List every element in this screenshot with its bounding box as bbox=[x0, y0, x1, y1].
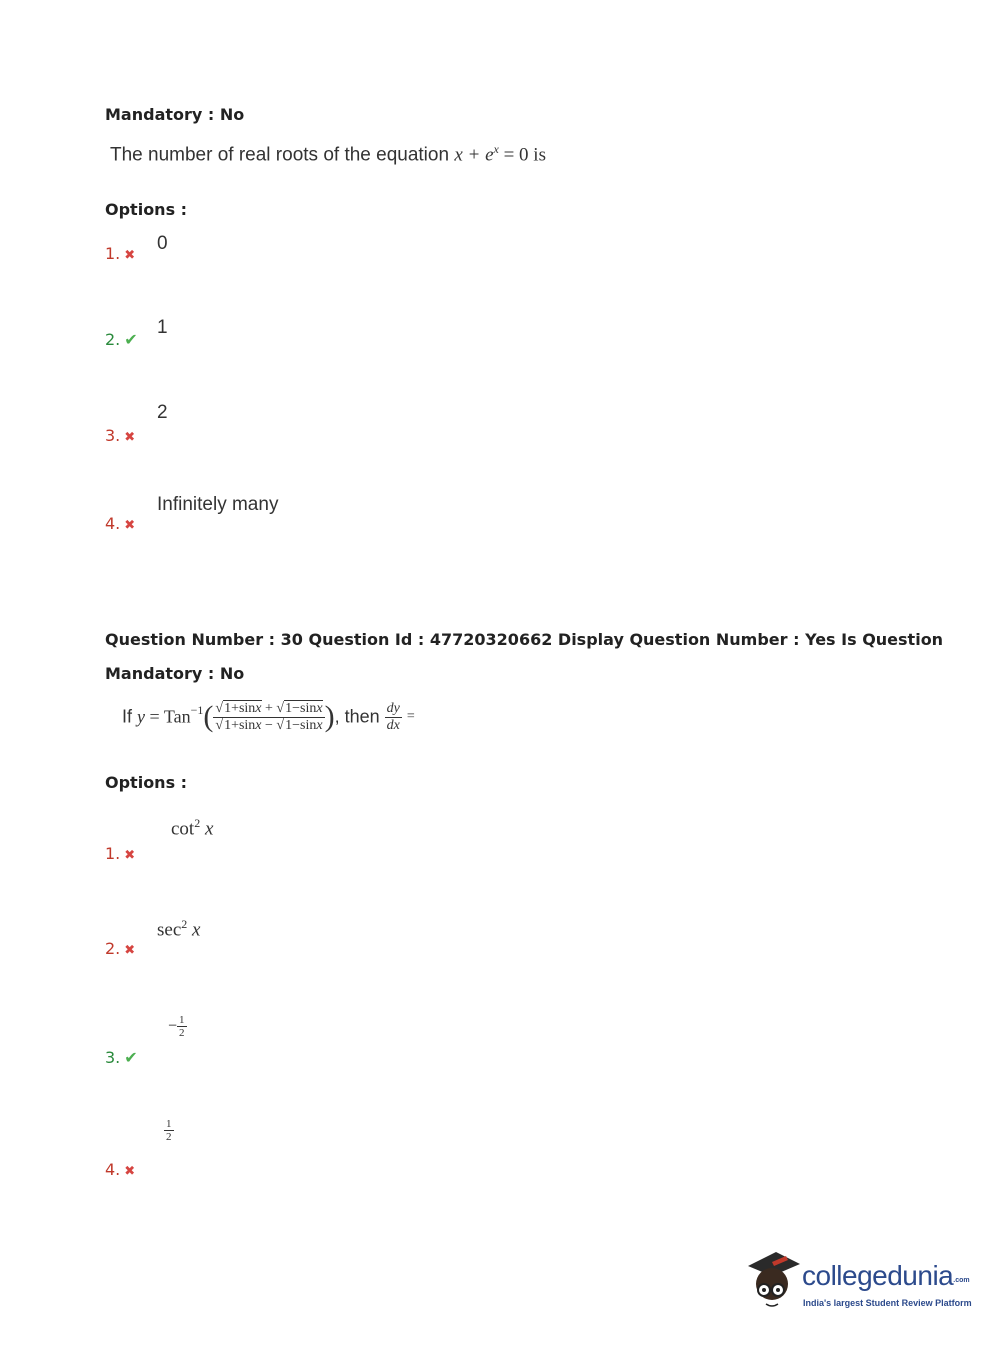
check-icon: ✔ bbox=[124, 330, 138, 349]
cross-icon: ✖ bbox=[124, 848, 136, 863]
logo-suffix: .com bbox=[953, 1277, 970, 1284]
q29-question-exp: x bbox=[493, 142, 499, 156]
q30-option-2-value: $\sec^2 x$ bbox=[157, 917, 201, 941]
q29-question-text: The number of real roots of the equation bbox=[110, 144, 450, 166]
mascot-icon bbox=[742, 1248, 802, 1314]
check-icon: ✔ bbox=[124, 1048, 138, 1067]
cross-icon: ✖ bbox=[124, 1164, 136, 1179]
cross-icon: ✖ bbox=[124, 248, 136, 263]
q30-option-1-value: $\cot^2 x$ bbox=[171, 816, 214, 840]
q30-tan: = Tan bbox=[145, 706, 191, 727]
q29-option-4-value: Infinitely many bbox=[157, 494, 279, 515]
q29-option-4-number: 4. ✖ bbox=[105, 514, 136, 533]
cross-icon: ✖ bbox=[124, 430, 136, 445]
q30-header: Question Number : 30 Question Id : 47720320662 Display Question Number : Yes Is Question bbox=[105, 630, 944, 649]
q30-question bbox=[122, 700, 415, 734]
q29-option-3-value: 2 bbox=[157, 402, 168, 423]
q29-option-2-value: 1 bbox=[157, 317, 168, 338]
q30-derivative: $\frac{dy}{dx}$ bbox=[386, 700, 400, 733]
q30-option-4-number: 4. ✖ bbox=[105, 1160, 136, 1179]
q30-fraction: $\frac{√1+\sin x + √1-\sin x}{√1+\sin x - √1-\sin x}$ bbox=[215, 700, 323, 733]
q29-question bbox=[110, 142, 546, 166]
right-paren: ) bbox=[324, 700, 335, 733]
q30-option-2-number: 2. ✖ bbox=[105, 939, 136, 958]
q29-question-tail: = 0 is bbox=[498, 144, 546, 166]
q29-question-math: x + e bbox=[454, 144, 494, 166]
q30-option-3-number: 3. ✔ bbox=[105, 1048, 138, 1067]
q30-option-3-value: − $\frac{1}{2}$ bbox=[168, 1014, 185, 1039]
q30-inverse: −1 bbox=[190, 702, 204, 717]
q29-option-3-number: 3. ✖ bbox=[105, 426, 136, 445]
logo-wordmark: collegedunia bbox=[802, 1260, 954, 1291]
collegedunia-logo bbox=[742, 1248, 972, 1316]
logo-tagline: India's largest Student Review Platform bbox=[803, 1298, 972, 1308]
q30-options-label: Options : bbox=[105, 773, 188, 792]
q29-option-1-value: 0 bbox=[157, 233, 168, 254]
q29-options-label: Options : bbox=[105, 200, 188, 219]
cross-icon: ✖ bbox=[124, 943, 136, 958]
q29-mandatory: Mandatory : No bbox=[105, 105, 245, 124]
q30-then: , then bbox=[334, 706, 380, 727]
left-paren: ( bbox=[203, 700, 214, 733]
q29-option-1-number: 1. ✖ bbox=[105, 244, 136, 263]
q30-mandatory: Mandatory : No bbox=[105, 664, 245, 683]
q30-if: If bbox=[122, 706, 133, 727]
q30-option-4-value: $\frac{1}{2}$ bbox=[166, 1118, 172, 1143]
q30-option-1-number: 1. ✖ bbox=[105, 844, 136, 863]
q29-option-2-number: 2. ✔ bbox=[105, 330, 138, 349]
q30-equals: = bbox=[406, 709, 415, 724]
q30-y: y bbox=[137, 706, 146, 727]
cross-icon: ✖ bbox=[124, 518, 136, 533]
